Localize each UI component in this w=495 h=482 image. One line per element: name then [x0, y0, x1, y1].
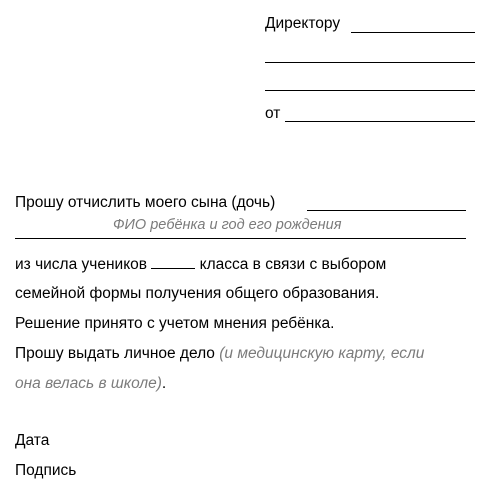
- signature-label: Подпись: [15, 462, 77, 479]
- documents-line-a: Прошу выдать личное дело: [15, 345, 220, 362]
- documents-line: [15, 344, 424, 364]
- from-label: от: [265, 105, 281, 122]
- class-line: [15, 254, 386, 275]
- director-name-field[interactable]: [351, 32, 475, 33]
- class-line-a: из числа учеников: [15, 256, 147, 273]
- director-extra-field-1[interactable]: [265, 62, 475, 63]
- from-line: [265, 104, 280, 124]
- documents-note-a: (и медицинскую карту, если: [219, 345, 425, 362]
- child-name-field-2[interactable]: [15, 238, 466, 239]
- director-line: [265, 14, 340, 34]
- request-line: [15, 193, 275, 213]
- from-name-field[interactable]: [285, 121, 475, 122]
- child-hint: ФИО ребёнка и год его рождения: [113, 217, 342, 233]
- date-label: Дата: [15, 432, 50, 449]
- child-name-field[interactable]: [307, 210, 466, 211]
- class-line-b: класса в связи с выбором: [199, 256, 387, 273]
- education-form-line: семейной формы получения общего образования.: [15, 285, 380, 302]
- decision-line: Решение принято с учетом мнения ребёнка.: [15, 315, 335, 332]
- documents-note-b: она велась в школе): [15, 375, 162, 392]
- request-prefix: Прошу отчислить моего сына (дочь): [15, 194, 276, 211]
- documents-line-2: [15, 374, 166, 394]
- documents-period: .: [161, 375, 167, 392]
- class-number-field[interactable]: [151, 254, 195, 269]
- director-label: Директору: [265, 15, 341, 32]
- director-extra-field-2[interactable]: [265, 90, 475, 91]
